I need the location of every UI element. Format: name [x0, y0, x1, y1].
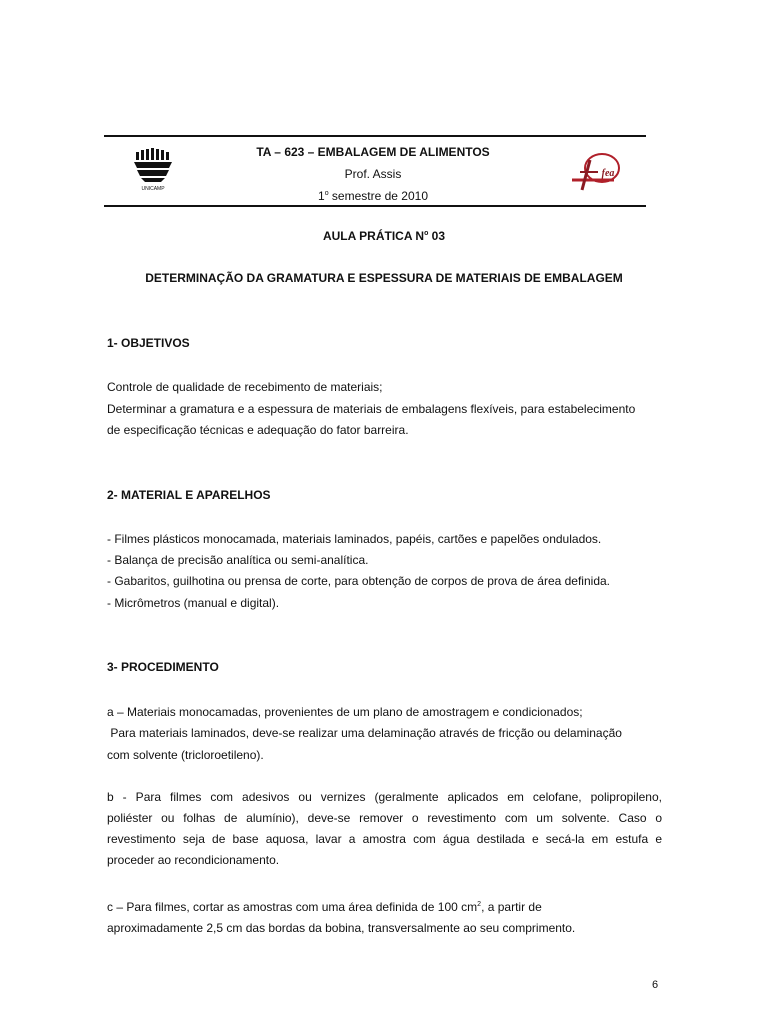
objetivos-line-3: de especificação técnicas e adequação do fator barreira.: [107, 423, 409, 437]
procedure-b-line-3: revestimento seja de base aquosa, lavar a amostra com água destilada e secá-la em estufa e: [107, 832, 662, 846]
course-title: TA – 623 – EMBALAGEM DE ALIMENTOS: [256, 145, 490, 159]
section-material-heading: 2- MATERIAL E APARELHOS: [107, 488, 271, 502]
fea-logo: [568, 150, 624, 194]
material-item-3: - Gabaritos, guilhotina ou prensa de corte, para obtenção de corpos de prova de área definida.: [107, 574, 610, 588]
unicamp-logo-caption: UNICAMP: [141, 186, 165, 192]
procedure-c-line-1: [107, 900, 542, 914]
semester-ordinal: o: [324, 190, 329, 197]
fea-logo-caption: fea: [601, 168, 615, 179]
semester: [200, 189, 546, 203]
section-procedimento-heading: 3- PROCEDIMENTO: [107, 660, 219, 674]
professor-name: Prof. Assis: [344, 167, 402, 181]
practice-title: [104, 229, 664, 243]
material-item-1: - Filmes plásticos monocamada, materiais laminados, papéis, cartões e papelões ondulados.: [107, 532, 602, 546]
practice-title-number: 03: [428, 229, 446, 243]
practice-title-main: AULA PRÁTICA N: [322, 229, 425, 243]
objetivos-line-2: Determinar a gramatura e a espessura de materiais de embalagens flexíveis, para estabelecimento: [107, 402, 636, 416]
material-item-2: - Balança de precisão analítica ou semi-analítica.: [107, 553, 369, 567]
procedure-b-line-1: b - Para filmes com adesivos ou vernizes (geralmente aplicados em celofane, polipropileno,: [107, 790, 662, 804]
unicamp-logo: [128, 148, 178, 192]
semester-text: semestre de 2010: [328, 189, 428, 203]
procedure-b-line-2: poliéster ou folhas de alumínio), deve-se remover o revestimento com um solvente. Caso o: [107, 811, 662, 825]
procedure-c-line-2: aproximadamente 2,5 cm das bordas da bobina, transversalmente ao seu comprimento.: [107, 921, 576, 935]
procedure-a-line-3: com solvente (tricloroetileno).: [107, 748, 264, 762]
procedure-a-line-1: a – Materiais monocamadas, provenientes de um plano de amostragem e condicionados;: [107, 705, 583, 719]
page-number: 6: [652, 979, 659, 991]
document-title: DETERMINAÇÃO DA GRAMATURA E ESPESSURA DE MATERIAIS DE EMBALAGEM: [145, 271, 623, 285]
procedure-b-paragraph: [107, 787, 662, 871]
procedure-c-text: c – Para filmes, cortar as amostras com uma área definida de 100 cm: [107, 900, 478, 914]
unicamp-logo-mark: [128, 148, 178, 192]
section-objetivos-heading: 1- OBJETIVOS: [107, 336, 190, 350]
procedure-b-line-4: proceder ao recondicionamento.: [107, 853, 280, 867]
procedure-c-superscript: 2: [477, 901, 482, 908]
practice-title-ordinal: o: [424, 230, 429, 237]
semester-number: 1: [318, 189, 325, 203]
header-bottom-rule: [104, 205, 646, 207]
fea-logo-mark: [568, 150, 624, 194]
header-top-rule: [104, 135, 646, 137]
material-item-4: - Micrômetros (manual e digital).: [107, 596, 280, 610]
procedure-c-text-end: , a partir de: [481, 900, 542, 914]
procedure-a-line-2: Para materiais laminados, deve-se realizar uma delaminação através de fricção ou delaminação: [107, 726, 622, 740]
objetivos-line-1: Controle de qualidade de recebimento de materiais;: [107, 380, 383, 394]
